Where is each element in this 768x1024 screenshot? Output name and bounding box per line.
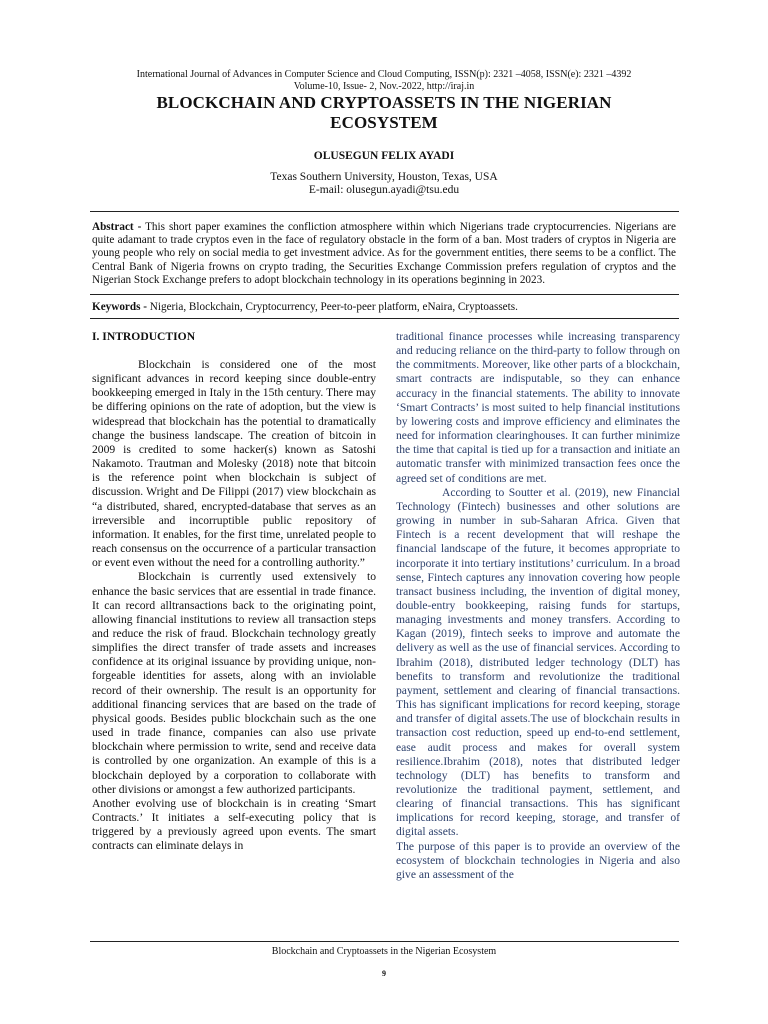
abstract-label: Abstract - (92, 221, 142, 233)
keywords-bottom-rule (90, 318, 679, 319)
footer-rule (90, 941, 679, 942)
left-column (92, 330, 376, 853)
abstract (92, 221, 676, 287)
body-paragraph: Another evolving use of blockchain is in creating ‘Smart Contracts.’ It initiates a self-executing policy that is triggered by a previously agreed upon events. The smart contracts can eliminate delays in (92, 796, 376, 853)
paper-title-line-2: ECOSYSTEM (330, 113, 438, 132)
body-paragraph: Blockchain is currently used extensively to enhance the basic services that are essential in trade finance. It can record alltransactions back to the originating point, allowing financial institutions to review all transaction steps and reduce the risk of fraud. Blockchain technology greatly simplifies the direct transfer of trade assets and increases confidence at its original issuance by providing unique, non-forgeable identities for assets, along with an inviolable record of their ownership. The result is an opportunity for additional financing services that are based on the trade of physical goods. Besides public blockchain such as the one used in trade finance, companies can also use private blockchain where permission to write, send and receive data is controlled by one organization. An example of this is a blockchain deployed by a corporation to collaborate with other divisions or amongst a few authorized participants. (92, 570, 376, 796)
section-heading: I. INTRODUCTION (92, 330, 196, 343)
keywords (92, 301, 676, 314)
author-name: OLUSEGUN FELIX AYADI (313, 150, 455, 162)
author-affiliation: Texas Southern University, Houston, Texas, USA (270, 171, 498, 183)
page-number: 9 (382, 969, 386, 978)
footer-running-title: Blockchain and Cryptoassets in the Nigerian Ecosystem (271, 946, 497, 957)
keywords-label: Keywords - (92, 301, 147, 313)
author-email: E-mail: olusegun.ayadi@tsu.edu (308, 184, 460, 196)
keywords-text: Nigeria, Blockchain, Cryptocurrency, Peer-to-peer platform, eNaira, Cryptoassets. (149, 301, 518, 313)
body-paragraph: The purpose of this paper is to provide an overview of the ecosystem of blockchain technologies in Nigeria and also give an assessment of the (396, 839, 680, 881)
body-paragraph: traditional finance processes while increasing transparency and reducing reliance on the third-party to follow through on the commitments. Moreover, like other parts of a blockchain, smart contracts are indisputable, so they can enhance accuracy in the financial statements. The ability to innovate ‘Smart Contracts’ is most suited to help financial institutions by lowering costs and improve efficiency and eliminates the need for information clearinghouses. It can further minimize the time that capital is tied up for a transaction and initiate an automatic transfer with minimized transaction fees once the agreed set of conditions are met. (396, 330, 680, 485)
body-paragraph: According to Soutter et al. (2019), new Financial Technology (Fintech) businesses and other solutions are growing in number in sub-Saharan Africa. Given that Fintech is a recent development that will reshape the financial landscape of the future, it becomes appropriate to incorporate it into tertiary institutions’ curriculum. In a broad sense, Fintech captures any innovation covering how people transact business including, the invention of digital money, double-entry bookkeeping, raising funds for startups, managing investments and money transfers. According to Kagan (2019), fintech seeks to improve and automate the delivery as well as the use of financial services. According to Ibrahim (2018), distributed ledger technology (DLT) has benefits to transform and revolutionize the traditional payment, settlement and clearing of financial transactions. This has significant implications for record keeping, storage and transfer of digital assets.The use of blockchain results in transaction cost reduction, speed up end-to-end settlement, ease audit process and makes for overall system resilience.Ibrahim (2018), notes that distributed ledger technology (DLT) has benefits to transform and revolutionize the traditional payment, settlement, and clearing of financial transactions. This has significant implications for record keeping, storage, and transfer of digital assets. (396, 485, 680, 839)
keywords-rule (90, 294, 679, 295)
body-paragraph: Blockchain is considered one of the most significant advances in record keeping since double-entry bookkeeping emerged in Italy in the 15th century. There may be differing opinions on the rate of adoption, but the view is widespread that blockchain has the potential to dramatically change the business landscape. The creation of bitcoin in 2009 is credited to some hacker(s) known as Satoshi Nakamoto. Trautman and Molesky (2018) note that bitcoin is the reference point when blockchain is subject of discussion. Wright and De Filippi (2017) view blockchain as “a distributed, shared, encrypted-database that serves as an irreversible and incorruptible public repository of information. It enables, for the first time, unrelated people to reach consensus on the occurrence of a particular transaction or event even without the need for a controlling authority.” (92, 358, 376, 570)
author-affiliation-block (100, 171, 668, 197)
journal-citation: International Journal of Advances in Computer Science and Cloud Computing, ISSN(p): 2321 –4058, ISSN(e): 2321 –4392 (136, 69, 632, 80)
journal-volume: Volume-10, Issue- 2, Nov.-2022, http://iraj.in (293, 81, 475, 92)
right-column (396, 330, 680, 882)
paper-title (100, 93, 668, 133)
abstract-text: This short paper examines the confliction atmosphere within which Nigerians trade cryptocurrencies. Nigerians are quite adamant to trade cryptos even in the face of regulatory obstacle in the form of a ban. Most traders of cryptos in Nigeria are young people who rely on social media to get investment advice. As for the government entities, there seems to be a conflict. The Central Bank of Nigeria frowns on crypto trading, the Securities Exchange Commission prefers regulation of cryptos and the Nigerian Stock Exchange prefers to adopt blockchain technology in its operations beginning in 2023. (92, 221, 676, 286)
journal-header (100, 69, 668, 93)
paper-title-line-1: BLOCKCHAIN AND CRYPTOASSETS IN THE NIGERIAN (156, 93, 612, 112)
abstract-top-rule (90, 211, 679, 212)
